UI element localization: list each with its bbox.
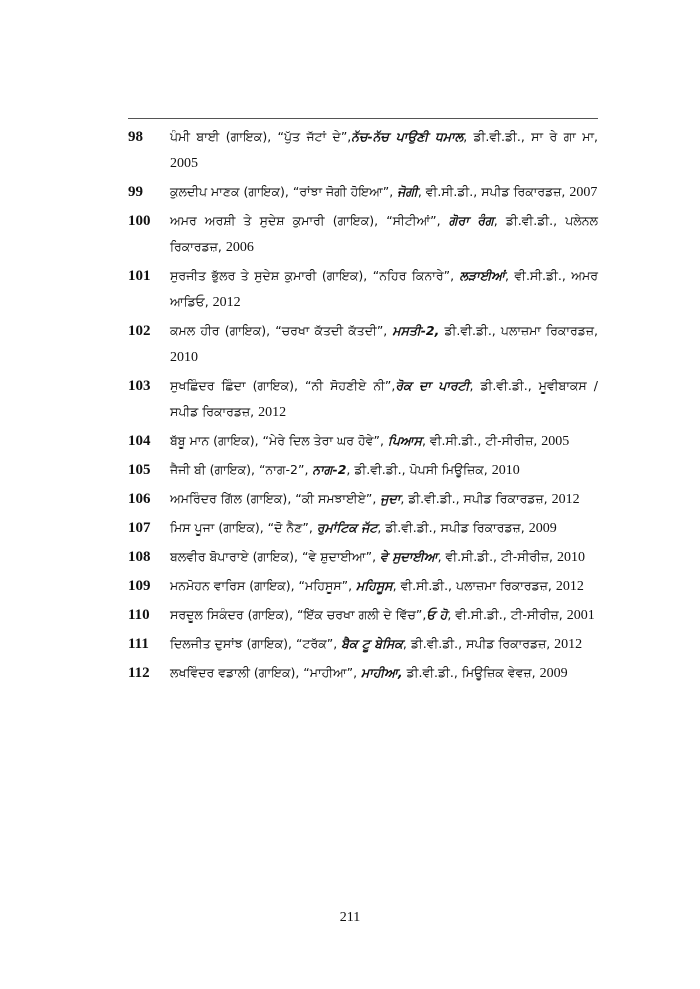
- list-item: [128, 660, 598, 687]
- entry-year: 2010: [556, 550, 585, 565]
- entry-year: 2007: [569, 185, 598, 200]
- entry-number: 112: [128, 665, 150, 681]
- entry-publisher: , ਡੀ.ਵੀ.ਡੀ., ਸਪੀਡ ਰਿਕਾਰਡਜ਼,: [400, 491, 552, 506]
- entry-album-title: ਨਾਗ-2: [312, 462, 347, 477]
- entry-publisher: ਡੀ.ਵੀ.ਡੀ., ਮਿਊਜ਼ਿਕ ਵੇਵਜ਼,: [402, 665, 540, 680]
- entry-album-title: ਬੈਕ ਟੂ ਬੇਸਿਕ: [341, 636, 403, 651]
- entry-year: 2012: [212, 295, 241, 310]
- list-item: [128, 124, 598, 177]
- entry-year: 2005: [541, 434, 570, 449]
- entry-publisher: , ਵੀ.ਸੀ.ਡੀ., ਅਮਰ ਆਡਿਓ,: [170, 268, 598, 309]
- entry-publisher: , ਵੀ.ਸੀ.ਡੀ., ਟੀ-ਸੀਰੀਜ਼,: [437, 549, 557, 564]
- entry-text: [170, 544, 598, 571]
- entry-album-title: ਮਹਿਸੂਸ: [356, 578, 393, 593]
- list-item: [128, 318, 598, 371]
- entry-publisher: , ਡੀ.ਵੀ.ਡੀ., ਮੂਵੀਬਾਕਸ / ਸਪੀਡ ਰਿਕਾਰਡਜ਼,: [170, 378, 598, 419]
- list-item: [128, 573, 598, 600]
- entry-publisher: , ਡੀ.ਵੀ.ਡੀ., ਸਪੀਡ ਰਿਕਾਰਡਜ਼,: [402, 636, 555, 651]
- entry-author-song: ਮਨਮੋਹਨ ਵਾਰਿਸ (ਗਾਇਕ), “ਮਹਿਸੂਸ”,: [170, 578, 357, 593]
- entry-album-title: ਮਾਹੀਆ,: [361, 665, 403, 680]
- entry-year: 2012: [555, 579, 584, 594]
- entry-album-title: ਓ ਹੋ: [426, 607, 448, 622]
- entry-number: 110: [128, 607, 150, 623]
- list-item: [128, 208, 598, 261]
- entry-number: 109: [128, 578, 151, 594]
- entry-text: [170, 457, 598, 484]
- entry-number: 105: [128, 462, 151, 478]
- entry-album-title: ਗੋਰਾ ਰੰਗ: [448, 213, 494, 228]
- entry-text: [170, 573, 598, 600]
- entry-number: 108: [128, 549, 151, 565]
- entry-author-song: ਕੁਲਦੀਪ ਮਾਣਕ (ਗਾਇਕ), “ਰਾਂਝਾ ਜੋਗੀ ਹੋਇਆ”,: [170, 184, 398, 199]
- entry-number: 98: [128, 129, 143, 145]
- entry-author-song: ਦਿਲਜੀਤ ਦੁਸਾਂਝ (ਗਾਇਕ), “ਟਰੱਕ”,: [170, 636, 342, 651]
- list-item: [128, 631, 598, 658]
- entry-text: [170, 515, 598, 542]
- list-item: [128, 373, 598, 426]
- entry-text: [170, 660, 598, 687]
- entry-year: 2009: [539, 666, 568, 681]
- list-item: [128, 263, 598, 316]
- entry-album-title: ਜੁਦਾ: [380, 491, 401, 506]
- entry-number: 106: [128, 491, 151, 507]
- entry-album-title: ਜੋਗੀ: [397, 184, 418, 199]
- entry-author-song: ਸੁਰਜੀਤ ਭੁੱਲਰ ਤੇ ਸੁਦੇਸ਼ ਕੁਮਾਰੀ (ਗਾਇਕ), “ਨਹਿਰ ਕਿਨਾਰੇ”,: [170, 268, 460, 283]
- entry-publisher: , ਵੀ.ਸੀ.ਡੀ., ਸਪੀਡ ਰਿਕਾਰਡਜ਼,: [417, 184, 570, 199]
- entry-text: [170, 179, 598, 206]
- entry-publisher: , ਡੀ.ਵੀ.ਡੀ., ਸਪੀਡ ਰਿਕਾਰਡਜ਼,: [377, 520, 529, 535]
- entry-publisher: , ਡੀ.ਵੀ.ਡੀ., ਪਲੇਨਲ ਰਿਕਾਰਡਜ਼,: [170, 213, 599, 254]
- entry-number: 99: [128, 184, 143, 200]
- entry-publisher: , ਡੀ.ਵੀ.ਡੀ., ਪੋਪਸੀ ਮਿਊਜ਼ਿਕ,: [346, 462, 492, 477]
- list-item: [128, 486, 598, 513]
- entry-publisher: , ਡੀ.ਵੀ.ਡੀ., ਸਾ ਰੇ ਗਾ ਮਾ,: [463, 129, 599, 144]
- entry-text: [170, 373, 598, 426]
- entry-number: 104: [128, 433, 151, 449]
- entry-author-song: ਮਿਸ ਪੂਜਾ (ਗਾਇਕ), “ਦੋ ਨੈਣ”,: [170, 520, 317, 535]
- entry-text: [170, 318, 598, 371]
- entry-text: [170, 486, 598, 513]
- entry-text: [170, 263, 598, 316]
- entry-author-song: ਲਖਵਿੰਦਰ ਵਡਾਲੀ (ਗਾਇਕ), “ਮਾਹੀਆ”,: [170, 665, 362, 680]
- entry-author-song: ਬਲਵੀਰ ਬੋਪਾਰਾਏ (ਗਾਇਕ), “ਵੇ ਸ਼ੁਦਾਈਆ”,: [170, 549, 381, 564]
- entry-text: [170, 631, 598, 658]
- list-item: [128, 544, 598, 571]
- entry-text: [170, 602, 598, 629]
- entry-author-song: ਅਮਰ ਅਰਸ਼ੀ ਤੇ ਸੁਦੇਸ਼ ਕੁਮਾਰੀ (ਗਾਇਕ), “ਸੀਟੀਆਂ”,: [170, 213, 449, 228]
- entry-number: 101: [128, 268, 151, 284]
- list-item: [128, 457, 598, 484]
- entry-year: 2001: [566, 608, 595, 623]
- entry-author-song: ਕਮਲ ਹੀਰ (ਗਾਇਕ), “ਚਰਖਾ ਕੱਤਦੀ ਕੱਤਦੀ”,: [170, 323, 393, 338]
- entry-album-title: ਰੁਮਾਂਟਿਕ ਜੱਟ: [316, 520, 378, 535]
- list-item: [128, 179, 598, 206]
- entry-year: 2009: [528, 521, 557, 536]
- list-item: [128, 602, 598, 629]
- top-rule: [128, 118, 598, 119]
- entry-album-title: ਨੱਚ-ਨੱਚ ਪਾਉਣੀ ਧਮਾਲ: [351, 129, 464, 144]
- entry-album-title: ਰੋਕ ਦਾ ਪਾਰਟੀ: [395, 378, 470, 393]
- entry-year: 2012: [551, 492, 580, 507]
- entry-number: 107: [128, 520, 151, 536]
- entry-publisher: ਡੀ.ਵੀ.ਡੀ., ਪਲਾਜ਼ਮਾ ਰਿਕਾਰਡਜ਼,: [439, 323, 598, 338]
- entry-year: 2006: [225, 240, 254, 255]
- entry-author-song: ਅਮਰਿੰਦਰ ਗਿੱਲ (ਗਾਇਕ), “ਕੀ ਸਮਝਾਈਏ”,: [170, 491, 381, 506]
- entry-publisher: , ਵੀ.ਸੀ.ਡੀ., ਟੀ-ਸੀਰੀਜ਼,: [447, 607, 567, 622]
- entry-number: 100: [128, 213, 151, 229]
- bibliography-list: [128, 122, 598, 687]
- entry-text: [170, 208, 598, 261]
- entry-publisher: , ਵੀ.ਸੀ.ਡੀ., ਟੀ-ਸੀਰੀਜ਼,: [421, 433, 542, 448]
- entry-album-title: ਮਸਤੀ-2,: [392, 323, 440, 338]
- list-item: [128, 515, 598, 542]
- list-item: [128, 428, 598, 455]
- entry-number: 102: [128, 323, 151, 339]
- entry-author-song: ਬੱਬੂ ਮਾਨ (ਗਾਇਕ), “ਮੇਰੇ ਦਿਲ ਤੇਰਾ ਘਰ ਹੋਵੇ”,: [170, 433, 388, 448]
- entry-year: 2012: [258, 405, 287, 420]
- entry-album-title: ਵੇ ਸੁਦਾਈਆ: [380, 549, 438, 564]
- entry-author-song: ਪੰਮੀ ਬਾਈ (ਗਾਇਕ), “ਪੁੱਤ ਜੱਟਾਂ ਦੇ”,: [170, 129, 352, 144]
- entry-author-song: ਜੈਜੀ ਬੀ (ਗਾਇਕ), “ਨਾਗ-2”,: [170, 462, 313, 477]
- entry-year: 2005: [170, 156, 198, 171]
- page-number: 211: [339, 910, 361, 925]
- entry-year: 2010: [491, 463, 520, 478]
- entry-publisher: , ਵੀ.ਸੀ.ਡੀ., ਪਲਾਜ਼ਮਾ ਰਿਕਾਰਡਜ਼,: [392, 578, 556, 593]
- entry-author-song: ਸੁਖਛਿੰਦਰ ਛਿੰਦਾ (ਗਾਇਕ), “ਨੀ ਸੋਹਣੀਏ ਨੀ”,: [170, 378, 396, 393]
- entry-number: 103: [128, 378, 151, 394]
- entry-album-title: ਲੜਾਈਆਂ: [459, 268, 505, 283]
- entry-year: 2010: [170, 350, 198, 365]
- entry-text: [170, 124, 598, 177]
- entry-year: 2012: [554, 637, 583, 652]
- entry-author-song: ਸਰਦੂਲ ਸਿਕੰਦਰ (ਗਾਇਕ), “ਇੱਕ ਚਰਖਾ ਗਲੀ ਦੇ ਵਿੱਚ”,: [170, 607, 427, 622]
- entry-text: [170, 428, 598, 455]
- entry-number: 111: [128, 636, 149, 652]
- entry-album-title: ਪਿਆਸ: [387, 433, 422, 448]
